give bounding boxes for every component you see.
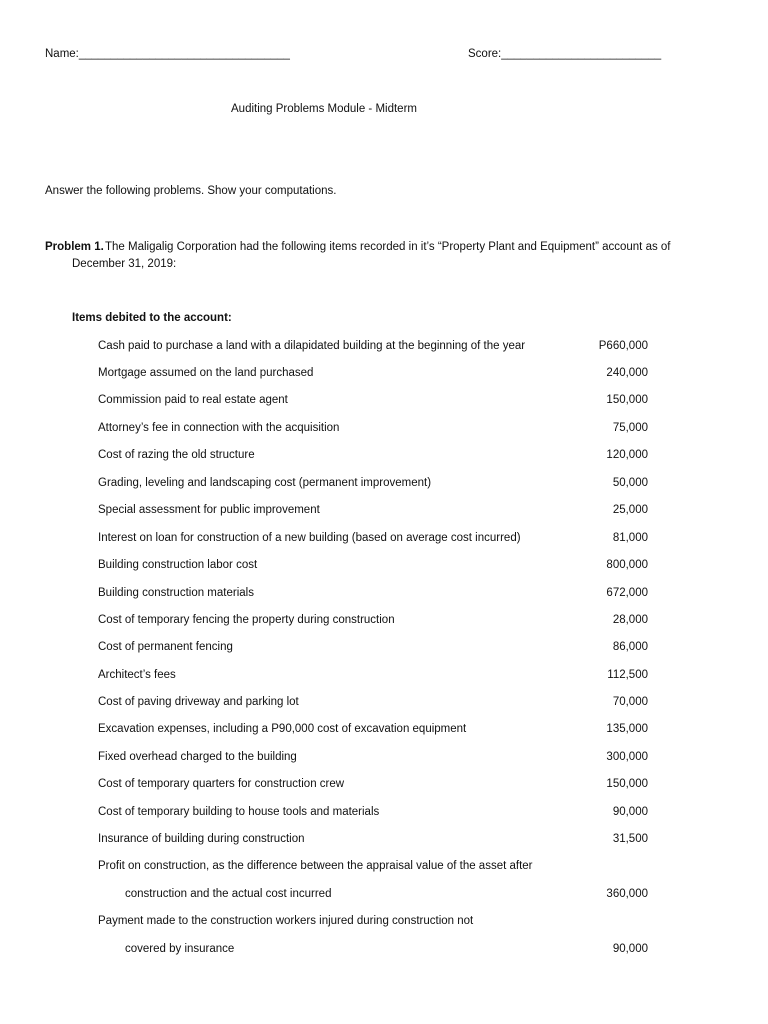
item-description: Interest on loan for construction of a new building (based on average cost incurred) (98, 532, 521, 544)
item-amount: 75,000 (612, 422, 648, 434)
item-amount: P660,000 (598, 340, 648, 352)
item-description: Cost of temporary fencing the property during construction (98, 614, 395, 626)
problem-label: Problem 1. (45, 241, 104, 253)
name-field-label: Name:_________________________________ (45, 48, 290, 60)
item-amount: 25,000 (612, 504, 648, 516)
item-description-continued: construction and the actual cost incurred (125, 888, 332, 900)
score-field-label: Score:_________________________ (468, 48, 662, 60)
item-description: Payment made to the construction workers injured during construction not (98, 915, 474, 927)
item-amount: 150,000 (606, 778, 648, 790)
item-description: Commission paid to real estate agent (98, 394, 288, 406)
item-description: Insurance of building during construction (98, 833, 305, 845)
item-amount: 31,500 (612, 833, 648, 845)
item-description: Building construction materials (98, 587, 254, 599)
item-amount: 135,000 (606, 723, 648, 735)
item-description: Cost of temporary building to house tools and materials (98, 806, 380, 818)
item-amount: 112,500 (607, 669, 648, 681)
item-description: Special assessment for public improvement (98, 504, 320, 516)
instructions: Answer the following problems. Show your computations. (45, 185, 337, 197)
item-description: Mortgage assumed on the land purchased (98, 367, 314, 379)
item-description: Cost of temporary quarters for construction crew (98, 778, 345, 790)
item-description: Cost of paving driveway and parking lot (98, 696, 299, 708)
item-amount: 70,000 (612, 696, 648, 708)
item-description: Cost of permanent fencing (98, 641, 233, 653)
item-description: Cost of razing the old structure (98, 449, 255, 461)
item-amount: 81,000 (612, 532, 648, 544)
item-amount: 90,000 (612, 943, 648, 955)
item-description-continued: covered by insurance (125, 943, 235, 955)
item-amount: 800,000 (606, 559, 648, 571)
item-amount: 300,000 (606, 751, 648, 763)
item-description: Architect’s fees (98, 669, 176, 681)
item-amount: 86,000 (612, 641, 648, 653)
item-amount: 240,000 (606, 367, 648, 379)
item-description: Cash paid to purchase a land with a dilapidated building at the beginning of the year (98, 340, 526, 352)
item-amount: 90,000 (612, 806, 648, 818)
item-amount: 672,000 (606, 587, 648, 599)
item-amount: 360,000 (606, 888, 648, 900)
item-description: Excavation expenses, including a P90,000 cost of excavation equipment (98, 723, 467, 735)
item-description: Fixed overhead charged to the building (98, 751, 297, 763)
item-amount: 50,000 (612, 477, 648, 489)
item-description: Attorney’s fee in connection with the acquisition (98, 422, 340, 434)
item-description: Building construction labor cost (98, 559, 258, 571)
item-description: Profit on construction, as the difference between the appraisal value of the asset after (98, 860, 533, 872)
document-title: Auditing Problems Module - Midterm (231, 103, 417, 115)
section-heading: Items debited to the account: (72, 312, 232, 324)
item-amount: 150,000 (606, 394, 648, 406)
problem-text-line1: The Maligalig Corporation had the following items recorded in it’s “Property Plant and Equipment” account as of (105, 241, 671, 253)
item-amount: 28,000 (612, 614, 648, 626)
problem-text-line2: December 31, 2019: (72, 258, 177, 270)
item-amount: 120,000 (606, 449, 648, 461)
item-description: Grading, leveling and landscaping cost (permanent improvement) (98, 477, 432, 489)
